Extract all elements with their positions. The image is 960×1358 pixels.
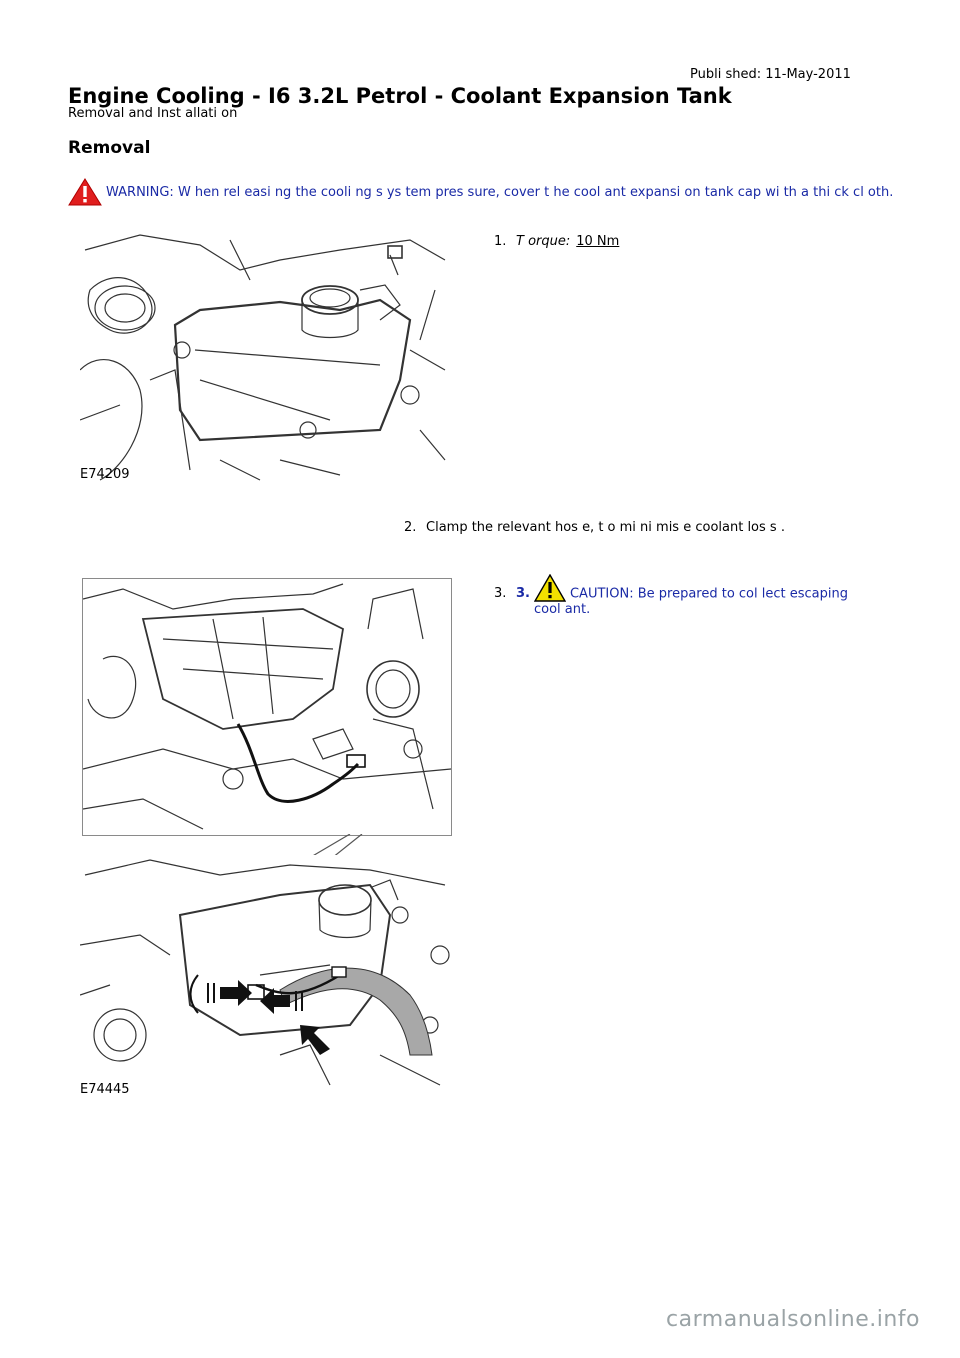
warning-text: WARNING: W hen rel easi ng the cooli ng s ys tem pres sure, cover t he cool ant expansi on tank cap wi th a thi ck cl oth. bbox=[106, 184, 894, 200]
step-number: 2. bbox=[404, 520, 417, 535]
engine-bay-illustration-2a bbox=[83, 579, 451, 835]
page-title: Engine Cooling - I6 3.2L Petrol - Coolant Expansion Tank bbox=[68, 84, 732, 108]
caution-triangle-icon bbox=[534, 574, 566, 602]
warning-notice bbox=[68, 178, 893, 206]
figure-label-e74445: E74445 bbox=[80, 1082, 130, 1097]
step-3 bbox=[494, 586, 874, 617]
figure-e74445-top bbox=[82, 578, 452, 836]
warning-triangle-icon bbox=[68, 178, 102, 206]
section-title: Removal bbox=[68, 138, 151, 158]
published-date: Publi shed: 11-May-2011 bbox=[690, 67, 851, 82]
step-1 bbox=[494, 234, 894, 249]
step-number: 3. bbox=[494, 586, 507, 601]
torque-value: 10 Nm bbox=[576, 234, 620, 249]
page-subtitle: Removal and Inst allati on bbox=[68, 106, 238, 121]
caution-step-ref: 3. bbox=[516, 586, 530, 601]
figure-e74445-bottom bbox=[80, 855, 450, 1097]
torque-label: T orque: bbox=[516, 234, 571, 249]
figure-e74209 bbox=[80, 230, 450, 483]
watermark: carmanualsonline.info bbox=[666, 1307, 920, 1332]
engine-bay-illustration-2b bbox=[80, 855, 450, 1097]
step-text: Clamp the relevant hos e, t o mi ni mis e coolant los s . bbox=[426, 520, 785, 535]
step-2 bbox=[404, 520, 904, 535]
figure-label-e74209: E74209 bbox=[80, 467, 130, 482]
caution-text: CAUTION: Be prepared to col lect escaping cool ant. bbox=[533, 586, 848, 617]
engine-bay-illustration-1 bbox=[80, 230, 450, 483]
step-number: 1. bbox=[494, 234, 507, 249]
